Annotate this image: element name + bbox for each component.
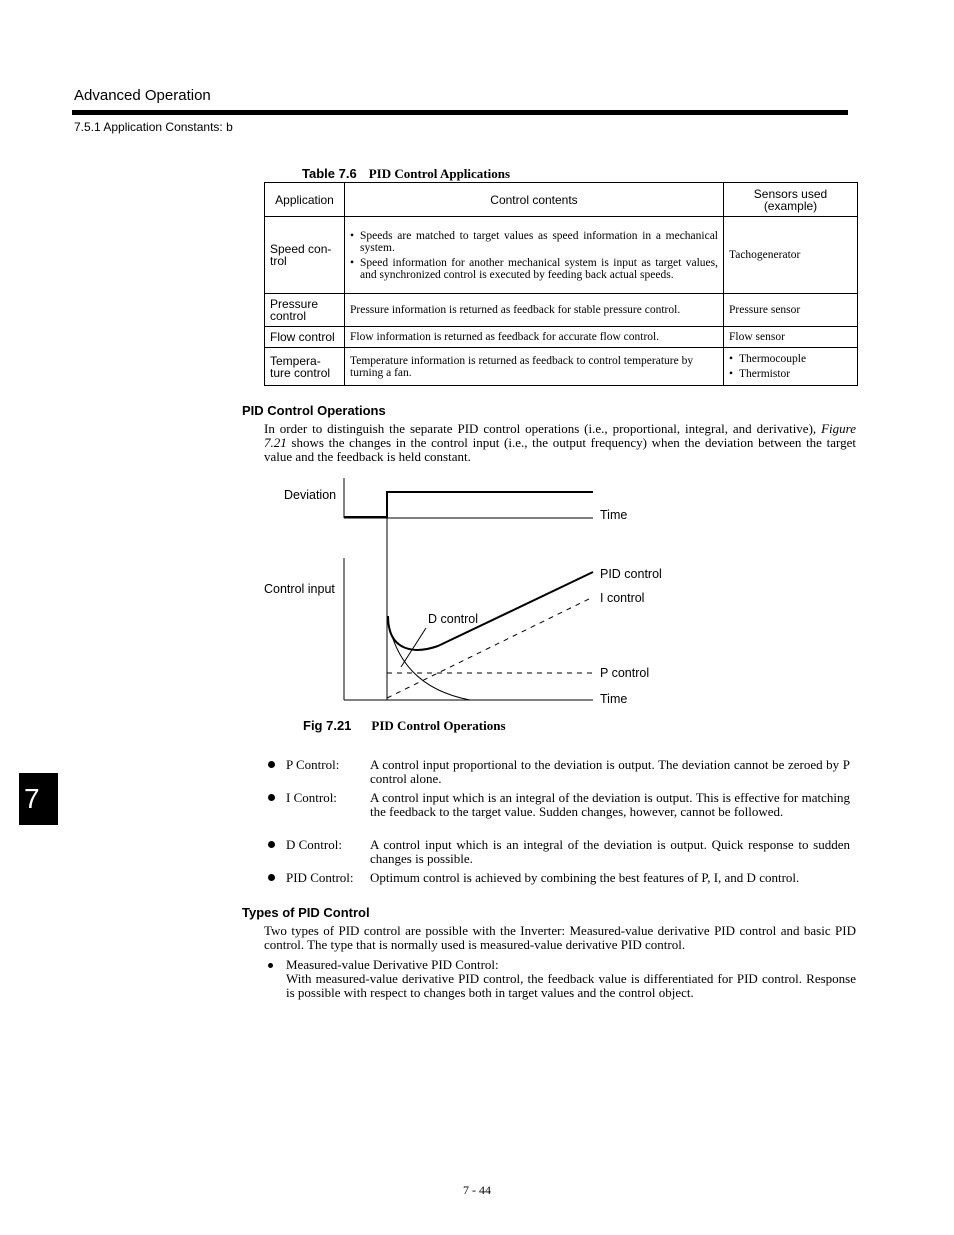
control-description: Optimum control is achieved by combining the best features of P, I, and D control. [370,870,800,885]
cell-control-contents: Flow information is returned as feedback for accurate flow control. [345,327,724,348]
intro-text-before: In order to distinguish the separate PID control operations (i.e., proportional, integral, and derivative), [264,421,822,436]
list-item: • Thermocouple [729,353,852,365]
cell-control-contents: Temperature information is returned as feedback to control temperature by turning a fan. [345,348,724,386]
list-item: • Speeds are matched to target values as speed information in a mechanical system. [350,230,718,254]
label-control-input: Control input [264,582,335,596]
pid-operations-heading: PID Control Operations [242,403,386,418]
bullet-icon [268,761,275,768]
cell-sensors: Tachogenerator [724,217,858,294]
label-i-control: I control [600,591,645,605]
control-term: I Control: [286,790,337,805]
types-intro: Two types of PID control are possible with the Inverter: Measured-value derivative PID control and basic PID control. The type that is normally used is measured-value derivative PID control. [264,923,856,952]
section-title: Advanced Operation [74,87,211,104]
control-description: A control input which is an integral of the deviation is output. This is effective for matching the feedback to the target value. Sudden changes, however, cannot be followed. [370,790,850,819]
chapter-tab: 7 [19,773,58,825]
cell-application: Flow control [265,327,345,348]
control-description: A control input which is an integral of the deviation is output. Quick response to sudden changes is possible. [370,837,850,866]
col-header-control-contents: Control contents [345,183,724,217]
d-control-curve [388,621,470,700]
bullet-icon [268,874,275,881]
col-header-sensors: Sensors used (example) [724,183,858,217]
cell-application: Speed con-trol [265,217,345,294]
figure-caption-title: PID Control Operations [371,718,506,733]
list-item: • Thermistor [729,368,852,380]
figure-caption-label: Fig 7.21 [303,718,352,733]
label-pid-control: PID control [600,567,662,581]
control-term: P Control: [286,757,340,772]
label-time-bottom: Time [600,692,628,706]
type-item-title: Measured-value Derivative PID Control: [286,957,499,972]
figure-reference: Figure 7.21 [264,421,856,450]
intro-text-after: shows the changes in the control input (i.e., the output frequency) when the deviation between the target value and the feedback is held constant. [264,435,856,464]
cell-control-contents: Pressure information is returned as feedback for stable pressure control. [345,294,724,327]
bullet-icon [268,963,273,968]
control-term: PID Control: [286,870,354,885]
control-term: D Control: [286,837,342,852]
cell-sensors: Flow sensor [724,327,858,348]
subsection-title: 7.5.1 Application Constants: b [74,120,233,134]
label-deviation: Deviation [284,488,337,502]
i-control-line [387,597,593,698]
pid-control-curve [388,572,593,650]
table-caption-title: PID Control Applications [368,166,511,181]
cell-application: Tempera-ture control [265,348,345,386]
label-time-top: Time [600,508,628,522]
figure-caption [303,718,506,734]
table-caption-label: Table 7.6 [302,166,357,181]
type-item-description: With measured-value derivative PID control, the feedback value is differentiated for PID control. Response is possible with respect to changes both in target values and the control object. [286,971,856,1000]
list-item: • Speed information for another mechanical system is input as target values, and synchronized control is executed by feeding back actual speeds. [350,257,718,281]
bullet-icon [268,841,275,848]
deviation-step-line [344,492,593,517]
cell-sensors: Pressure sensor [724,294,858,327]
label-d-control: D control [428,612,479,626]
col-header-application: Application [265,183,345,217]
label-p-control: P control [600,666,650,680]
cell-application: Pressure control [265,294,345,327]
bullet-icon [268,794,275,801]
page-number: 7 - 44 [463,1183,491,1197]
control-description: A control input proportional to the deviation is output. The deviation cannot be zeroed by P control alone. [370,757,850,786]
types-heading: Types of PID Control [242,905,370,920]
